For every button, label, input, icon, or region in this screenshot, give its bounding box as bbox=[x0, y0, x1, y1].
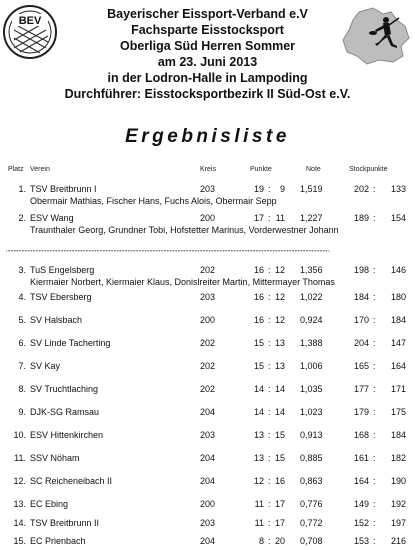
team-members: Traunthaler Georg, Grundner Tobi, Hofstetter Marinus, Vorderwestner Johann bbox=[30, 225, 339, 235]
stock-points-won-cell: 168 bbox=[353, 430, 369, 440]
stock-points-separator: : bbox=[373, 499, 376, 509]
stock-points-separator: : bbox=[373, 292, 376, 302]
stock-points-lost-cell: 197 bbox=[390, 518, 406, 528]
points-separator: : bbox=[268, 384, 271, 394]
col-stockpunkte: Stockpunkte bbox=[349, 166, 388, 173]
rank-cell: 7. bbox=[18, 361, 26, 371]
stock-points-separator: : bbox=[373, 361, 376, 371]
points-lost-cell: 9 bbox=[279, 184, 285, 194]
rank-cell: 11. bbox=[14, 453, 26, 463]
stock-points-won-cell: 198 bbox=[353, 265, 369, 275]
ratio-cell: 0,772 bbox=[300, 518, 323, 528]
district-cell: 202 bbox=[200, 361, 216, 371]
points-separator: : bbox=[268, 361, 271, 371]
stock-points-won-cell: 202 bbox=[353, 184, 369, 194]
ratio-cell: 1,356 bbox=[300, 265, 323, 275]
stock-points-won-cell: 189 bbox=[353, 213, 369, 223]
district-cell: 203 bbox=[200, 184, 216, 194]
stock-points-lost-cell: 147 bbox=[390, 338, 406, 348]
club-cell: SV Linde Tacherting bbox=[30, 338, 111, 348]
district-cell: 203 bbox=[200, 292, 216, 302]
ratio-cell: 0,863 bbox=[300, 476, 323, 486]
points-lost-cell: 12 bbox=[274, 292, 285, 302]
points-lost-cell: 12 bbox=[274, 315, 285, 325]
rank-cell: 2. bbox=[18, 213, 26, 223]
club-cell: EC Prienbach bbox=[30, 536, 86, 546]
stock-points-won-cell: 153 bbox=[353, 536, 369, 546]
svg-text:BEV: BEV bbox=[18, 15, 42, 27]
stock-points-won-cell: 170 bbox=[353, 315, 369, 325]
points-won-cell: 11 bbox=[254, 499, 264, 509]
points-separator: : bbox=[268, 184, 271, 194]
rank-cell: 13. bbox=[13, 499, 26, 509]
points-won-cell: 19 bbox=[253, 184, 264, 194]
district-cell: 204 bbox=[200, 476, 216, 486]
club-cell: SSV Nöham bbox=[30, 453, 80, 463]
district-cell: 202 bbox=[200, 338, 216, 348]
stock-points-lost-cell: 154 bbox=[390, 213, 406, 223]
stock-points-lost-cell: 184 bbox=[390, 430, 406, 440]
stock-points-separator: : bbox=[373, 265, 376, 275]
stock-points-won-cell: 161 bbox=[353, 453, 369, 463]
district-cell: 204 bbox=[200, 407, 216, 417]
points-won-cell: 15 bbox=[253, 361, 264, 371]
col-kreis: Kreis bbox=[200, 166, 216, 173]
stock-points-lost-cell: 216 bbox=[390, 536, 406, 546]
rank-cell: 5. bbox=[18, 315, 26, 325]
club-cell: TSV Breitbrunn II bbox=[30, 518, 100, 528]
district-cell: 200 bbox=[200, 499, 216, 509]
stock-points-won-cell: 179 bbox=[353, 407, 369, 417]
stock-points-separator: : bbox=[373, 213, 376, 223]
points-lost-cell: 15 bbox=[274, 430, 285, 440]
rank-cell: 10. bbox=[13, 430, 26, 440]
team-members: Obermair Mathias, Fischer Hans, Fuchs Alois, Obermair Sepp bbox=[30, 196, 277, 206]
ratio-cell: 1,388 bbox=[300, 338, 323, 348]
club-cell: SV Kay bbox=[30, 361, 61, 371]
rank-cell: 12. bbox=[13, 476, 26, 486]
ratio-cell: 0,913 bbox=[300, 430, 323, 440]
stock-points-lost-cell: 146 bbox=[390, 265, 406, 275]
stock-points-won-cell: 164 bbox=[353, 476, 369, 486]
club-cell: TuS Engelsberg bbox=[30, 265, 95, 275]
points-won-cell: 16 bbox=[253, 315, 264, 325]
club-cell: ESV Wang bbox=[30, 213, 74, 223]
points-separator: : bbox=[268, 499, 271, 509]
header-line-5: in der Lodron-Halle in Lampoding bbox=[107, 71, 308, 85]
stock-points-won-cell: 177 bbox=[353, 384, 369, 394]
points-lost-cell: 14 bbox=[274, 407, 285, 417]
rank-cell: 9. bbox=[18, 407, 26, 417]
points-won-cell: 14 bbox=[253, 407, 264, 417]
ratio-cell: 1,227 bbox=[300, 213, 323, 223]
stock-points-separator: : bbox=[373, 453, 376, 463]
district-cell: 204 bbox=[200, 453, 216, 463]
points-won-cell: 15 bbox=[253, 338, 264, 348]
header-line-4: am 23. Juni 2013 bbox=[157, 55, 258, 69]
col-punkte: Punkte bbox=[250, 166, 272, 173]
rank-cell: 1. bbox=[18, 184, 26, 194]
points-won-cell: 16 bbox=[253, 292, 264, 302]
page-title: Ergebnisliste bbox=[125, 126, 290, 147]
ratio-cell: 0,776 bbox=[300, 499, 323, 509]
rank-cell: 3. bbox=[18, 265, 26, 275]
stock-points-lost-cell: 190 bbox=[390, 476, 406, 486]
points-won-cell: 17 bbox=[253, 213, 264, 223]
points-lost-cell: 11 bbox=[275, 213, 285, 223]
col-note: Note bbox=[306, 166, 321, 173]
points-separator: : bbox=[268, 292, 271, 302]
points-separator: : bbox=[268, 518, 271, 528]
stock-points-separator: : bbox=[373, 536, 376, 546]
stock-points-won-cell: 165 bbox=[353, 361, 369, 371]
stock-points-lost-cell: 171 bbox=[390, 384, 406, 394]
col-verein: Verein bbox=[30, 166, 50, 173]
stock-points-won-cell: 184 bbox=[353, 292, 369, 302]
points-separator: : bbox=[268, 407, 271, 417]
points-won-cell: 12 bbox=[253, 476, 264, 486]
stock-points-won-cell: 149 bbox=[353, 499, 369, 509]
points-lost-cell: 13 bbox=[274, 361, 285, 371]
team-members: Kiermaier Norbert, Kiermaier Klaus, Donislreiter Martin, Mittermayer Thomas bbox=[30, 277, 335, 287]
stock-points-separator: : bbox=[373, 407, 376, 417]
header-line-1: Bayerischer Eissport-Verband e.V bbox=[107, 7, 308, 21]
points-won-cell: 13 bbox=[253, 453, 264, 463]
points-won-cell: 16 bbox=[253, 265, 264, 275]
points-won-cell: 13 bbox=[253, 430, 264, 440]
col-platz: Platz bbox=[8, 166, 24, 173]
district-cell: 202 bbox=[200, 265, 216, 275]
stock-points-lost-cell: 180 bbox=[390, 292, 406, 302]
club-cell: SV Halsbach bbox=[30, 315, 83, 325]
divider: ^^^^^^^^^^^^^^^^^^^^^^^^^^^^^^^^^^^^^^^^^^^^^^^^^^^^^^^^^^^^^^^^^^^^^^^^^^^^^^^^^^^^^^^^^^^^^^^^^^^^^^^^^^^^^^^^^^^^ bbox=[6, 250, 330, 256]
points-lost-cell: 15 bbox=[274, 453, 285, 463]
stock-points-separator: : bbox=[373, 518, 376, 528]
points-separator: : bbox=[268, 213, 271, 223]
rank-cell: 8. bbox=[18, 384, 26, 394]
ratio-cell: 0,885 bbox=[300, 453, 323, 463]
points-won-cell: 14 bbox=[253, 384, 264, 394]
district-cell: 204 bbox=[200, 536, 216, 546]
club-cell: EC Ebing bbox=[30, 499, 69, 509]
stock-points-lost-cell: 133 bbox=[390, 184, 406, 194]
points-won-cell: 11 bbox=[254, 518, 264, 528]
stock-points-separator: : bbox=[373, 430, 376, 440]
district-cell: 203 bbox=[200, 518, 216, 528]
stock-points-lost-cell: 192 bbox=[390, 499, 406, 509]
district-cell: 200 bbox=[200, 213, 216, 223]
ratio-cell: 0,924 bbox=[300, 315, 323, 325]
district-cell: 200 bbox=[200, 315, 216, 325]
club-cell: TSV Ebersberg bbox=[30, 292, 92, 302]
district-cell: 203 bbox=[200, 430, 216, 440]
club-cell: DJK-SG Ramsau bbox=[30, 407, 100, 417]
points-lost-cell: 16 bbox=[274, 476, 285, 486]
ratio-cell: 1,035 bbox=[300, 384, 323, 394]
club-cell: SC Reicheneibach II bbox=[30, 476, 113, 486]
stock-points-lost-cell: 175 bbox=[390, 407, 406, 417]
stock-points-lost-cell: 184 bbox=[390, 315, 406, 325]
stock-points-won-cell: 152 bbox=[353, 518, 369, 528]
club-cell: TSV Breitbrunn I bbox=[30, 184, 97, 194]
rank-cell: 15. bbox=[13, 536, 26, 546]
stock-points-won-cell: 204 bbox=[353, 338, 369, 348]
points-lost-cell: 17 bbox=[274, 499, 285, 509]
points-separator: : bbox=[268, 476, 271, 486]
rank-cell: 6. bbox=[18, 338, 26, 348]
points-won-cell: 8 bbox=[258, 536, 264, 546]
club-cell: SV Truchtlaching bbox=[30, 384, 99, 394]
header-line-2: Fachsparte Eisstocksport bbox=[131, 23, 284, 37]
stock-points-separator: : bbox=[373, 384, 376, 394]
stock-points-separator: : bbox=[373, 315, 376, 325]
header-line-6: Durchführer: Eisstocksportbezirk II Süd-Ost e.V. bbox=[64, 87, 351, 101]
district-cell: 202 bbox=[200, 384, 216, 394]
rank-cell: 4. bbox=[18, 292, 26, 302]
points-lost-cell: 12 bbox=[274, 265, 285, 275]
rank-cell: 14. bbox=[13, 518, 26, 528]
points-separator: : bbox=[268, 453, 271, 463]
ratio-cell: 1,022 bbox=[300, 292, 323, 302]
stock-points-lost-cell: 182 bbox=[390, 453, 406, 463]
ratio-cell: 1,006 bbox=[300, 361, 323, 371]
points-lost-cell: 13 bbox=[274, 338, 285, 348]
header-line-3: Oberliga Süd Herren Sommer bbox=[119, 39, 296, 53]
points-separator: : bbox=[268, 315, 271, 325]
stock-points-separator: : bbox=[373, 184, 376, 194]
points-lost-cell: 17 bbox=[274, 518, 285, 528]
stock-points-separator: : bbox=[373, 338, 376, 348]
ratio-cell: 1,023 bbox=[300, 407, 323, 417]
points-separator: : bbox=[268, 430, 271, 440]
stock-points-lost-cell: 164 bbox=[390, 361, 406, 371]
ratio-cell: 1,519 bbox=[300, 184, 323, 194]
club-cell: ESV Hittenkirchen bbox=[30, 430, 104, 440]
points-separator: : bbox=[268, 536, 271, 546]
points-lost-cell: 14 bbox=[274, 384, 285, 394]
points-separator: : bbox=[268, 265, 271, 275]
points-separator: : bbox=[268, 338, 271, 348]
points-lost-cell: 20 bbox=[274, 536, 285, 546]
ratio-cell: 0,708 bbox=[300, 536, 323, 546]
stock-points-separator: : bbox=[373, 476, 376, 486]
